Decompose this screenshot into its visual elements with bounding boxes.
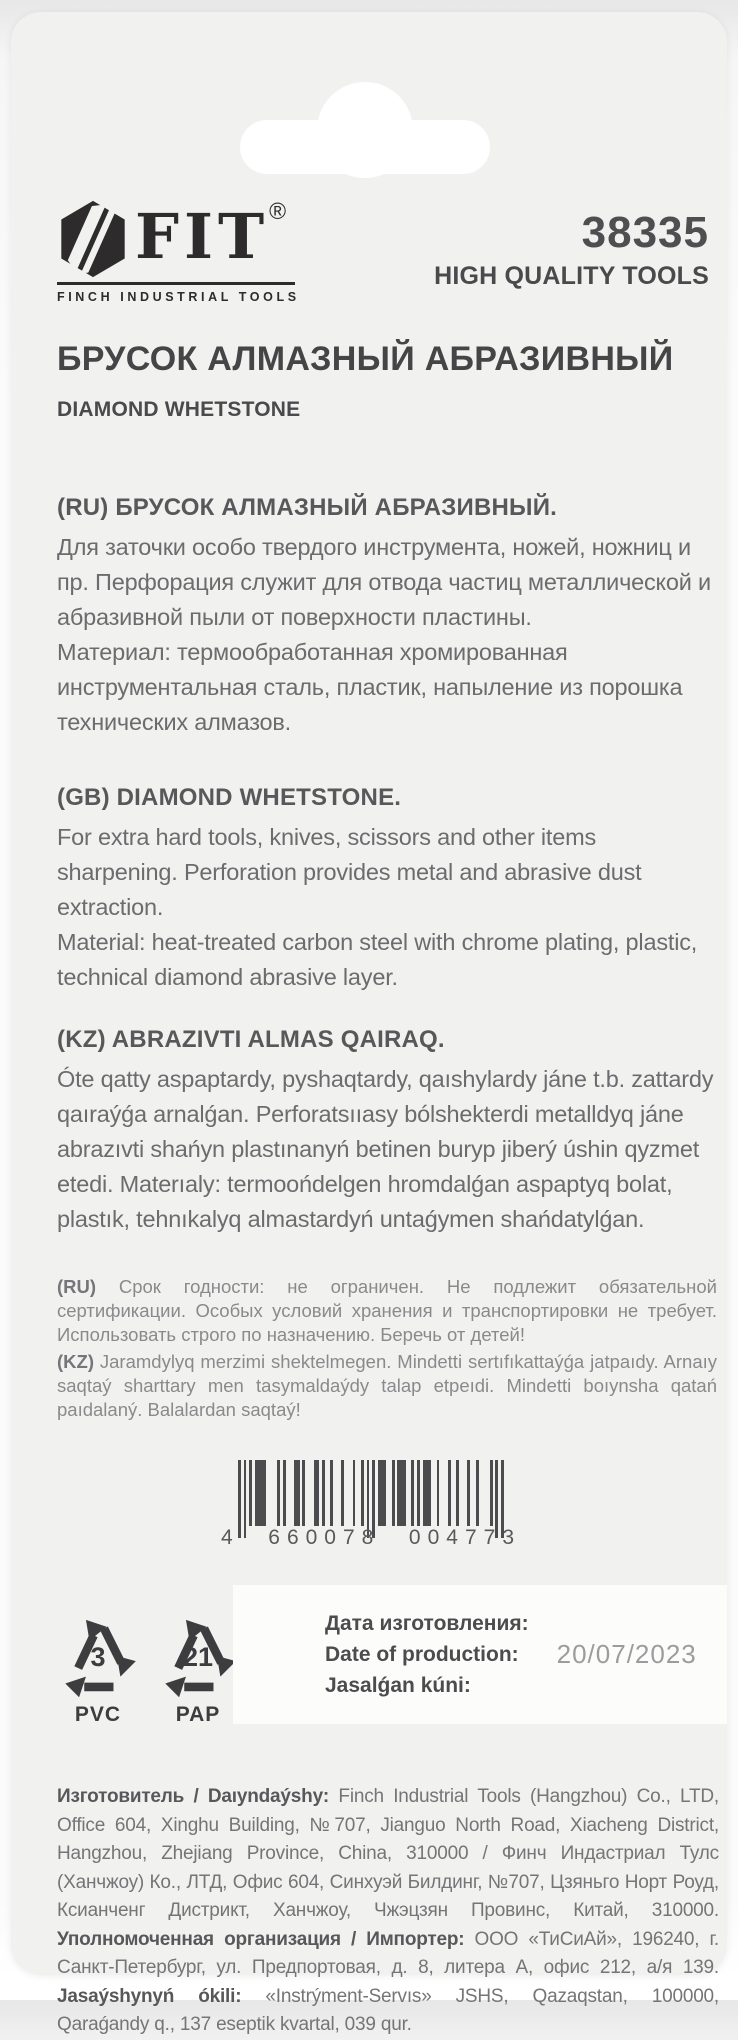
recycling-pvc-mark: [55, 1610, 141, 1727]
importer-text: ООО «ТиСиАй», 196240, г. Санкт-Петербург, ул. Предпортовая, д. 8, литера А, офис 212, а/я 139.: [57, 1928, 719, 1978]
header-right: [434, 198, 709, 291]
barcode-digit-group: 4: [221, 1526, 240, 1549]
registered-trademark-icon: ®: [269, 198, 287, 224]
section-heading-kz: (KZ) ABRAZIVTI ALMAS QAIRAQ.: [57, 1026, 445, 1053]
fine-print-ru: [57, 1275, 717, 1347]
section-paragraph: Материал: термообработанная хромированная инструментальная сталь, пластик, напыление из порошка технических алмазов.: [57, 639, 683, 735]
section-paragraph: For extra hard tools, knives, scissors and other items sharpening. Perforation provides metal and abrasive dust extraction.: [57, 824, 642, 920]
recycling-material: PAP: [175, 1703, 221, 1726]
production-date-box: [233, 1585, 727, 1724]
fine-print-text: Jaramdylyq merzimi shektelmegen. Mindetti sertıfıkattaýǵa jatpaıdy. Arnaıy saqtaý sharttary men tasymaldaýdy talap etpeıdi. Mindetti boıynsha qatań paıdalaný. Balalardan saqtaý!: [57, 1351, 717, 1420]
barcode-digits: [221, 1526, 521, 1550]
brand-slogan: HIGH QUALITY TOOLS: [434, 262, 709, 290]
logo-tagline: FINCH INDUSTRIAL TOOLS: [57, 290, 300, 304]
kz-representative-label: Jasaýshynyń ókili:: [57, 1985, 242, 2007]
legal-footer: [57, 1783, 719, 2040]
description-section-gb: [57, 784, 717, 995]
production-date-value: 20/07/2023: [556, 1639, 697, 1669]
fine-print-text: Срок годности: не ограничен. Не подлежит обязательной сертификации. Особых условий хранения и транспортировки не требует. Использовать строго по назначению. Беречь от детей!: [57, 1276, 717, 1345]
fit-wordmark: [135, 198, 286, 276]
product-title-ru: БРУСОК АЛМАЗНЫЙ АБРАЗИВНЫЙ: [57, 340, 674, 378]
production-label-ru: Дата изготовления:: [325, 1612, 529, 1635]
product-number: 38335: [581, 208, 709, 257]
product-title-en: DIAMOND WHETSTONE: [57, 398, 301, 421]
fit-hexagon-icon: [57, 198, 129, 280]
packaging-card: [11, 12, 727, 2035]
fine-print-kz: [57, 1350, 717, 1422]
recycling-material: PVC: [74, 1703, 122, 1726]
recycling-code: 21: [182, 1642, 214, 1672]
section-heading-ru: (RU) БРУСОК АЛМАЗНЫЙ АБРАЗИВНЫЙ.: [57, 494, 558, 521]
fit-logo: [57, 198, 300, 304]
section-paragraph: Для заточки особо твердого инструмента, ножей, ножниц и пр. Перфорация служит для отвода частиц металлической и абразивной пыли от поверхности пластины.: [57, 534, 711, 630]
ean13-barcode: [221, 1460, 521, 1550]
recycling-marks: [55, 1610, 241, 1727]
production-label-en: Date of production:: [325, 1643, 519, 1666]
production-date-labels: [325, 1608, 529, 1701]
barcode-digit-group: 660078: [268, 1526, 381, 1549]
section-heading-gb: (GB) DIAMOND WHETSTONE.: [57, 784, 402, 811]
manufacturer-label: Изготовитель / Daıyndaýshy:: [57, 1786, 330, 1807]
production-label-kz: Jasalǵan kúni:: [325, 1674, 471, 1697]
description-section-ru: [57, 494, 717, 740]
fit-brand-text: FIT: [135, 200, 270, 273]
fine-print-label: (RU): [57, 1276, 97, 1297]
fine-print-label: (KZ): [57, 1351, 94, 1372]
kz-representative-text: «Instrýment-Servıs» JSHS, Qazaqstan, 100000, Qaraǵandy q., 137 eseptik kvartal, 039 qur.: [57, 1985, 720, 2035]
logo-underline: [57, 282, 295, 285]
hang-hole-slot: [240, 120, 490, 174]
section-paragraph: Material: heat-treated carbon steel with chrome plating, plastic, technical diamond abrasive layer.: [57, 929, 698, 990]
manufacturer-text: Finch Industrial Tools (Hangzhou) Co., LTD, Office 604, Xinghu Building, №707, Jianguo North Road, Xiacheng District, Hangzhou, Zhejiang Province, China, 310000 / Финч Индастриал Тулс (Ханчжоу) Ко., ЛТД, Офис 604, Синхуэй Билдинг, №707, Цзяньго Норт Роуд, Ксианченг Дистрикт, Ханчжоу, Чжэцзян Провинс, Китай, 310000.: [57, 1786, 719, 1921]
importer-label: Уполномоченная организация / Импортер:: [57, 1928, 465, 1950]
barcode-digit-group: 004773: [408, 1526, 521, 1549]
recycling-code: 3: [90, 1642, 106, 1672]
recycling-pap-mark: [155, 1610, 241, 1727]
header: [57, 198, 709, 304]
fit-logo-row: [57, 198, 295, 280]
description-section-kz: [57, 1026, 717, 1237]
section-paragraph: Óte qatty aspaptardy, pyshaqtardy, qaıshylardy jáne t.b. zattardy qaıraýǵa arnalǵan. Perforatsııasy bólshekterdi metalldyq jáne abrazıvti shańyn plastınanyń betinen buryp jiberý úshin qyzmet etedi. Materıaly: termoońdelgen hromdalǵan aspaptyq bolat, plastık, tehnıkalyq almastardyń untaǵymen shańdatylǵan.: [57, 1066, 714, 1232]
